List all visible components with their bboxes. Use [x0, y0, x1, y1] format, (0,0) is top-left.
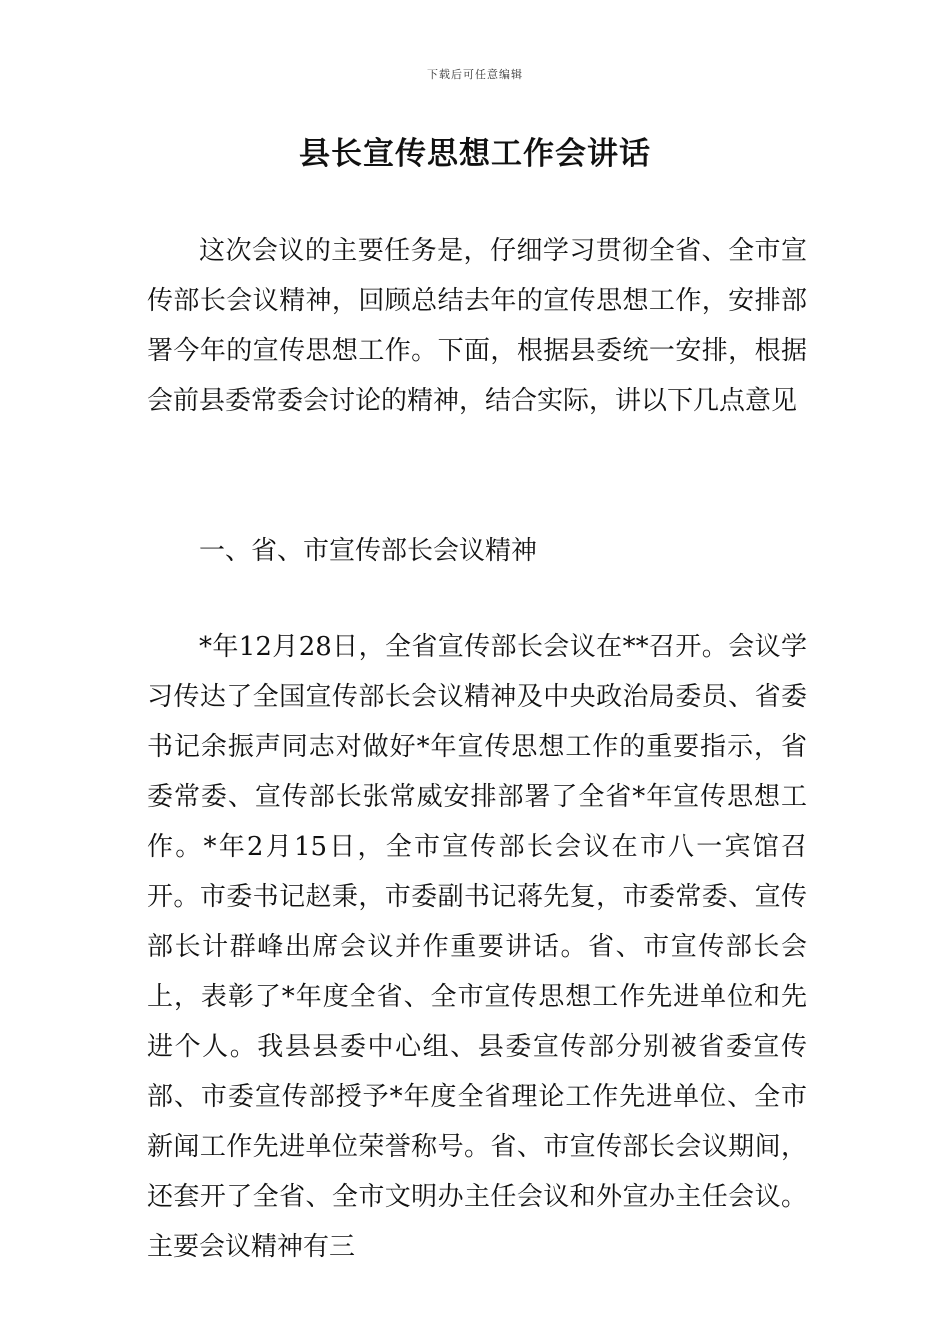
paragraph-section-1: *年12月28日，全省宣传部长会议在**召开。会议学习传达了全国宣传部长会议精神及中央政治局委员、省委书记余振声同志对做好*年宣传思想工作的重要指示，省委常委、宣传部长张常威安排部署了全省*年宣传思想工作。*年2月15日，全市宣传部长会议在市八一宾馆召开。市委书记赵秉，市委副书记蒋先复，市委常委、宣传部长计群峰出席会议并作重要讲话。省、市宣传部长会上，表彰了*年度全省、全市宣传思想工作先进单位和先进个人。我县县委中心组、县委宣传部分别被省委宣传部、市委宣传部授予*年度全省理论工作先进单位、全市新闻工作先进单位荣誉称号。省、市宣传部长会议期间，还套开了全省、全市文明办主任会议和外宣办主任会议。主要会议精神有三: [147, 632, 807, 1262]
page-title: 县长宣传思想工作会讲话: [299, 136, 651, 172]
section-heading-1: 一、省、市宣传部长会议精神: [199, 536, 538, 566]
paragraph-intro: 这次会议的主要任务是，仔细学习贯彻全省、全市宣传部长会议精神，回顾总结去年的宣传思想工作，安排部署今年的宣传思想工作。下面，根据县委统一安排，根据会前县委常委会讨论的精神，结合实际，讲以下几点意见: [147, 236, 807, 416]
header-note: 下载后可任意编辑: [427, 68, 523, 81]
